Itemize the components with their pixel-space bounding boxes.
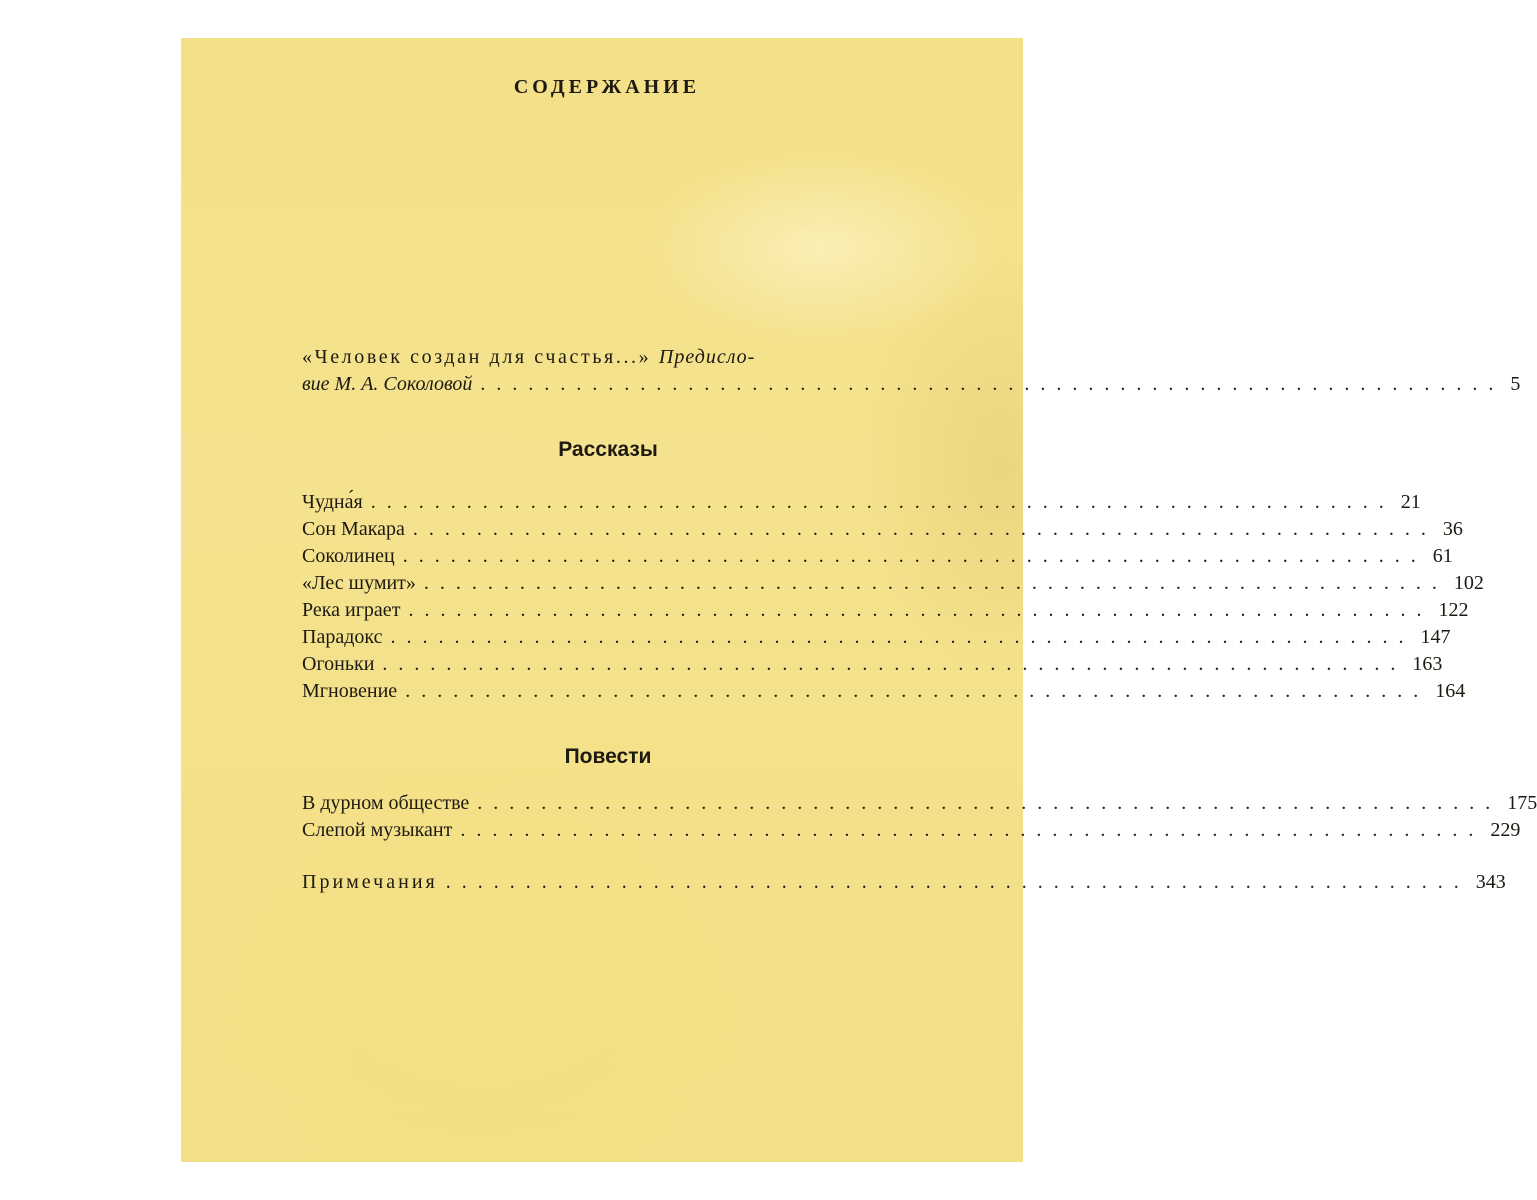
toc-entry — [302, 678, 1466, 705]
entry-title: Мгновение — [302, 680, 398, 702]
entry-title: «Лес шумит» — [302, 572, 416, 594]
page-number: 163 — [1412, 653, 1443, 675]
entry-title: Парадокс — [302, 626, 383, 648]
entry-title: Сон Макара — [302, 518, 405, 540]
toc-entry — [302, 817, 1521, 844]
book-page — [181, 38, 1537, 1162]
page-title: СОДЕРЖАНИЕ — [513, 76, 701, 98]
dot-leader: ................................................................ — [408, 599, 1433, 621]
page-number: 102 — [1453, 572, 1484, 594]
page-number: 122 — [1438, 599, 1469, 621]
toc-entry — [302, 489, 1421, 516]
toc-entry — [302, 790, 1537, 817]
preface-entry-line2 — [302, 371, 1521, 398]
page-number: 147 — [1420, 626, 1451, 648]
page-number: 61 — [1432, 545, 1453, 567]
toc-entry — [302, 570, 1484, 597]
page-number: 175 — [1507, 792, 1537, 814]
dot-leader: ................................................................ — [390, 626, 1415, 648]
page-number: 229 — [1490, 819, 1521, 841]
section-heading-novellas: Повести — [564, 745, 652, 768]
toc-entry — [302, 624, 1451, 651]
preface-title: «Человек создан для счастья...» — [302, 346, 652, 368]
toc-entry — [302, 597, 1469, 624]
entry-title: Примечания — [302, 871, 438, 893]
dot-leader: ................................................................ — [405, 680, 1430, 702]
entry-title: Чудна́я — [302, 491, 363, 513]
entry-title: Река играет — [302, 599, 401, 621]
page-number: 21 — [1400, 491, 1421, 513]
toc-entry-notes — [302, 869, 1506, 896]
section-heading-stories: Рассказы — [558, 438, 658, 461]
dot-leader: ................................................................ — [423, 572, 1448, 594]
dot-leader: ................................................................ — [382, 653, 1407, 675]
preface-label-end: вие М. А. Соколовой — [302, 373, 473, 395]
toc-entry — [302, 516, 1463, 543]
dot-leader: ................................................................ — [402, 545, 1427, 567]
dot-leader: ................................................................ — [477, 792, 1502, 814]
entry-title: Слепой музыкант — [302, 819, 453, 841]
dot-leader: ................................................................ — [480, 373, 1505, 395]
toc-entry — [302, 651, 1443, 678]
dot-leader: ................................................................ — [412, 518, 1437, 540]
entry-title: Огоньки — [302, 653, 375, 675]
dot-leader: ................................................................ — [460, 819, 1485, 841]
page-number: 36 — [1442, 518, 1463, 540]
toc-entry — [302, 543, 1453, 570]
entry-title: Соколинец — [302, 545, 395, 567]
entry-title: В дурном обществе — [302, 792, 470, 814]
dot-leader: ................................................................ — [445, 871, 1470, 893]
page-number: 343 — [1475, 871, 1506, 893]
preface-label-start: Предисло- — [658, 346, 756, 368]
preface-entry-line1 — [302, 344, 755, 371]
page-number: 164 — [1435, 680, 1466, 702]
page-number: 5 — [1510, 373, 1521, 395]
dot-leader: ................................................................ — [370, 491, 1395, 513]
